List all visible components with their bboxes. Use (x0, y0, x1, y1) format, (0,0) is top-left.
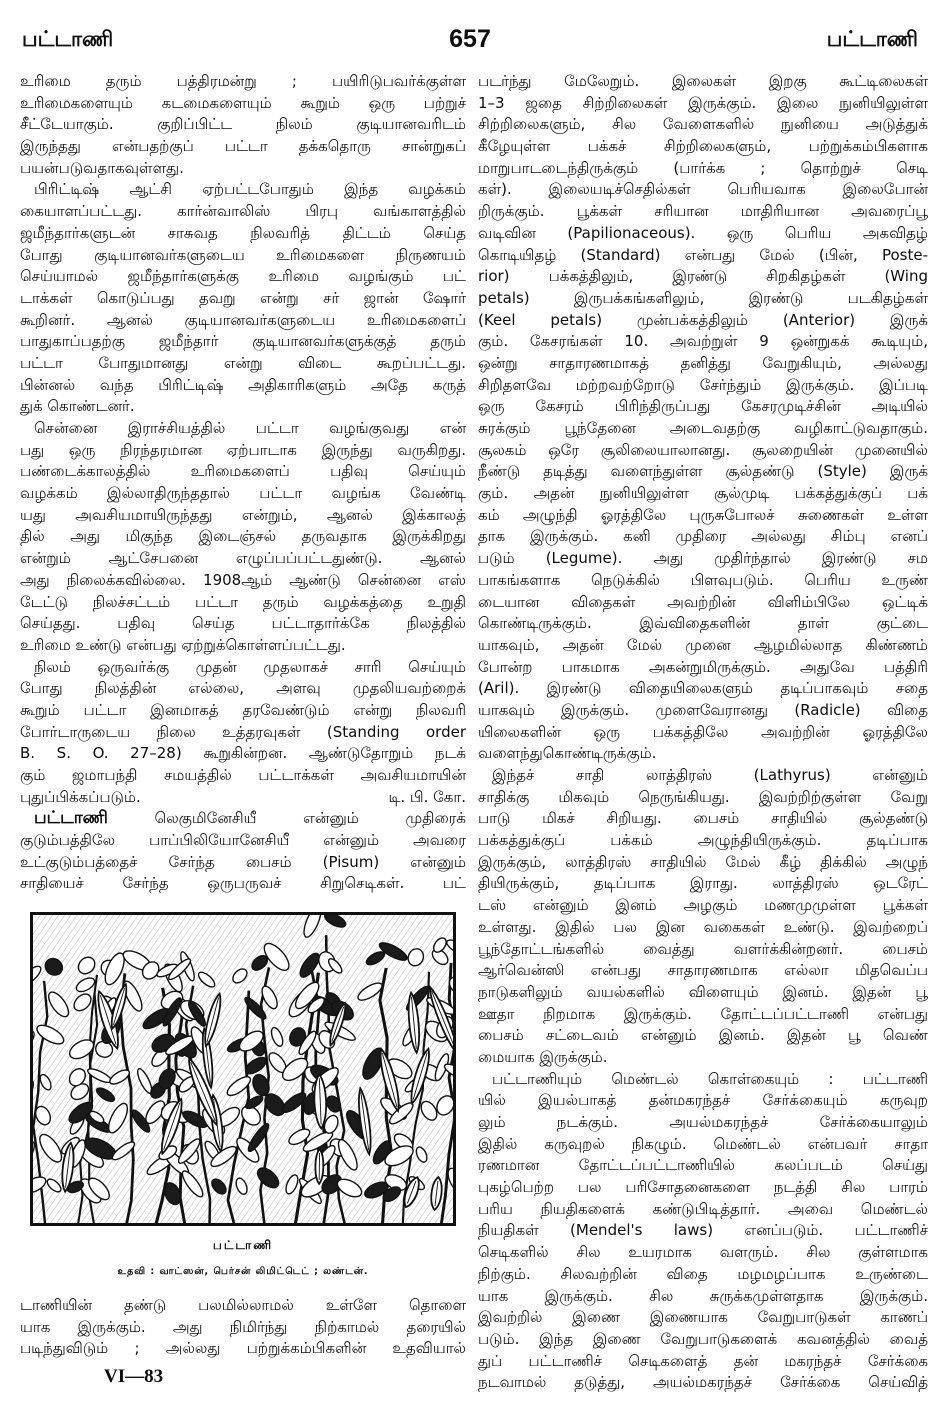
text-line: கும் ஜமாபந்தி சமயத்தில் பட்டாக்கள் அவசியமாயின் (20, 766, 466, 784)
text-line: சிற்றிலைகளும், சில வேளைகளில் நுனியை அடுத்துக் (478, 115, 928, 134)
text-line: புகழ்பெற்ற பல பரிசோதனைகளை நடத்தி சில பாரம் (478, 1178, 928, 1197)
pea-plant-illustration (30, 912, 456, 1226)
text-line: கீழேயுள்ள பக்கச் சிற்றிலைகளும், பற்றுக்கம்பிகளாக (478, 137, 928, 156)
line-text: லெகுமினேசியீ என்னும் முதிரைக் (154, 809, 466, 828)
text-line: பாதுகாப்பதற்கு ஜமீந்தார் குடியானவர்களுக்குத் தரும் (20, 332, 466, 351)
text-line: பூந்தோட்டங்களில் வைத்து வளர்க்கின்றனர். பைசம் (478, 939, 928, 958)
text-line: செடிகளில் சில உயரமாக வளரும். சில குள்ளமாக (478, 1243, 928, 1262)
text-line: சூலகம் ஒரே சூலிலையாலானது. சூலறையின் முனையில் (478, 440, 928, 459)
text-line: டேட்டு நிலச்சட்டம் பட்டா தரும் வழக்கத்தை உறுதி (20, 592, 466, 611)
text-line: யாக இருக்கும். அது நிமிர்ந்து நிற்காமல் தரையில் (20, 1317, 466, 1336)
paragraph (20, 179, 466, 418)
text-line: சிறிதளவே மற்றவற்றோடு சேர்ந்தும் இருக்கும். இப்படி (478, 375, 928, 394)
text-line: உரிமை உண்டு என்பது ஏற்றுக்கொள்ளப்பட்டது. (20, 635, 346, 654)
running-head-left: பட்டாணி (22, 27, 114, 51)
text-line: போர்டாருடைய நிலை உத்தரவுகள் (Standing order (20, 722, 466, 741)
text-line: செய்தது. பதிவு செய்த பட்டாதார்க்கே நிலத்தில் (20, 614, 466, 633)
article-heading: பட்டாணி (34, 808, 108, 829)
plant-drawing (30, 912, 456, 1226)
text-line: உரிமைகளையும் கடமைகளையும் கூறும் ஒரு பற்றுச் (20, 93, 466, 112)
text-line: நிற்கும். சிலவற்றின் விதை மழமழப்பாக உருண்டை (478, 1264, 928, 1283)
signature-mark: VI—83 (104, 1366, 164, 1387)
text-line (20, 808, 466, 830)
text-line: யாகவும், அதன் மேல் முனை ஆழமில்லாத கிண்ணம் (478, 635, 928, 654)
text-line: rior) பக்கத்திலும், இரண்டு சிறகிதழ்கள் (Wing (478, 267, 928, 286)
text-line: யது அவசியமாயிருந்தது என்றும், ஆனல் இக்காலத் (20, 505, 466, 524)
text-line: ஊதா நிறமாக இருக்கும். தோட்டப்பட்டாணி என்பது (478, 1004, 928, 1023)
text-line: கையாளப்பட்டது. கார்ன்வாலிஸ் பிரபு வங்காளத்தில் (20, 202, 466, 221)
text-line: இவற்றில் இணை இணையாக வேறுபாடுகள் காணப் (478, 1308, 928, 1327)
text-line: படர்ந்து மேலேறும். இலைகள் இறகு கூட்டிலைகள் (478, 72, 928, 90)
paragraph (20, 71, 466, 179)
text-line: கொண்டிருக்கும். இவ்விதைகளின் தாள் குட்டை (478, 614, 928, 633)
text-line: ரணமான தோட்டப்பட்டாணியில் கலப்படம் செய்து (478, 1156, 928, 1175)
page-number: 657 (449, 25, 491, 53)
text-line: தாக இருக்கும். கனி முதிரை அல்லது சிம்பு எனப் (478, 527, 928, 546)
text-line: பிரிட்டிஷ் ஆட்சி ஏற்பட்டபோதும் இந்த வழக்கம் (34, 180, 466, 199)
paragraph (20, 418, 466, 657)
text-line: வழக்கம் இல்லாதிருந்ததால் பட்டா வழங்க வேண்டி (20, 484, 466, 503)
text-line: கொடியிதழ் (Standard) என்பது மேல் (பின், Poste- (478, 245, 928, 264)
paragraph (478, 1069, 928, 1394)
text-line: செய்யாமல் ஜமீந்தார்களுக்கு உரிமை வழங்கும் பட் (20, 267, 466, 286)
text-line: நாடுகளிலும் வயல்களில் விளையும் இனம். இதன் பூ (478, 982, 928, 1001)
text-line: ஒன்று சாதாரணமாகத் தனித்து வேறுகியும், அல்லது (478, 353, 928, 372)
text-line: சாதிக்கு மிகவும் நெருங்கியது. இவற்றிற்குள்ள வேறு (478, 787, 928, 806)
text-line: B. S. O. 27–28) கூறுகின்றன. ஆண்டுதோறும் நடக் (20, 744, 466, 763)
text-line: இருந்தது என்பதற்குப் பட்டா தக்கதொரு சான்றுகப் (20, 137, 466, 156)
text-line: பட்டா போதுமானது என்று விடை கூறப்பட்டது. (20, 353, 466, 372)
text-line: போது நிலத்தின் எல்லை, அளவு முதலியவற்றைக் (20, 679, 466, 698)
text-line: டாணியின் தண்டு பலமில்லாமல் உள்ளே தொளை (20, 1296, 466, 1314)
text-line: படும். இந்த இணை வேறுபாடுகளைக் கவனத்தில் வைத் (478, 1329, 928, 1348)
text-line: கூறினர். ஆனல் குடியானவர்களுடைய உரிமைகளைப் (20, 310, 466, 329)
text-line: ஜமீந்தார்களுடன் சாசுவத நிலவரித் திட்டம் செய்த (20, 223, 466, 242)
text-line: மாறுபாடடைந்திருக்கும் (பார்க்க ; தொற்றுச் செடி (478, 158, 928, 177)
text-line: யில் இயல்பாகத் தன்மகரந்தச் சேர்க்கையும் கருவுற (478, 1091, 928, 1110)
text-line: டாக்கள் கொடுப்பது தவறு என்று சர் ஜான் ஷோர் (20, 288, 466, 307)
text-line: சாதியைச் சேர்ந்த ஒருபருவச் சிறுசெடிகள். பட் (20, 874, 466, 893)
text-line: கள்). இலையடிச்செதில்கள் பெரியவாக இலைபோன் (478, 180, 928, 199)
text-line: (Keel petals) முன்பக்கத்திலும் (Anterior) இருக் (478, 310, 928, 329)
text-line (20, 787, 466, 809)
text-line: சுரக்கும் பூந்தேனை அடைவதற்கு வழிகாட்டுவதாகும். (478, 419, 928, 437)
text-line: டஸ் என்னும் இனம் அழகும் மணமுமுள்ள பூக்கள் (478, 896, 928, 915)
text-line: பக்கத்துக்குப் பக்கம் அழுந்தியிருக்கும். தடிப்பாக (478, 831, 928, 850)
text-line: சென்னை இராச்சியத்தில் பட்டா வழங்குவது என் (34, 419, 466, 437)
text-line: துக் கொண்டனர். (20, 397, 135, 416)
text-line: (Aril). இரண்டு விதையிலைகளும் தடிப்பாகவும் சதை (478, 679, 928, 698)
text-line: பைசம் சட்டைவம் என்னும் இனம். இதன் பூ வெண் (478, 1026, 928, 1045)
text-line: நிலம் ஒருவர்க்கு முதன் முதலாகச் சாரி செய்யும் (34, 657, 466, 676)
text-line: பது ஒரு நிரந்தரமான ஏற்பாடாக இருந்து வருகிறது. (20, 440, 466, 459)
text-line: நியதிகள் (Mendel's laws) எனப்படும். பட்டாணிச் (478, 1221, 928, 1240)
running-head-right: பட்டாணி (826, 27, 918, 51)
left-column-continuation (20, 1295, 466, 1360)
text-line: பயன்படுவதாகவுள்ளது. (20, 158, 184, 177)
text-line: றிருக்கும். பூக்கள் சரியான மாதிரியான அவரைப்பூ (478, 202, 928, 221)
text-line: பின்னல் வந்த பிரிட்டிஷ் அதிகாரிகளும் அதே கருத் (20, 375, 466, 394)
text-line: யாகவும் இருக்கும். முளைவேரானது (Radicle) விதை (478, 700, 928, 719)
author-initials: டி. பி. கோ. (388, 787, 466, 806)
text-line: தியிருக்கும், தடிப்பாக இராது. லாத்திரஸ் ஒடரேட் (478, 874, 928, 893)
text-line: பட்டாணியும் மெண்டல் கொள்கையும் : பட்டாணி (492, 1069, 928, 1088)
text-line: பரிய நியதிகளைக் கண்டுபிடித்தார். அவை மெண்டல் (478, 1199, 928, 1218)
text-line: யாக இருக்கும். சில சுருக்கமுள்ளதாக இருக்கும். (478, 1286, 928, 1305)
text-line: ஆர்வென்ஸி என்பது சாதாரணமாக எல்லா மிதவெப்ப (478, 961, 928, 980)
text-line: இதில் கருவுறல் நிகழும். மெண்டல் என்பவர் சாதா (478, 1134, 928, 1153)
text-line: கும். கேசரங்கள் 10. அவற்றுள் 9 ஒன்றுகக் கூடியும், (478, 332, 928, 351)
text-line: உரிமை தரும் பத்திரமன்று ; பயிரிடுபவர்க்குள்ள (20, 72, 466, 90)
text-line: யிலைகளின் ஒரு பக்கத்திலே அவற்றின் ஓரத்திலே (478, 722, 928, 741)
text-line: டையான விதைகள் அவற்றின் விளிம்பிலே ஒட்டிக் (478, 592, 928, 611)
figure-caption: பட்டாணி (212, 1238, 274, 1252)
text-line: வளைந்துகொண்டிருக்கும். (478, 744, 657, 763)
text-line: நடவாமல் தடுத்து, அயல்மகரந்தச் சேர்க்கை செய்வித் (478, 1373, 928, 1392)
figure-credit: உதவி : வாட்ஸன், பெர்சன் லிமிட்டெட் ; லண்டன். (117, 1266, 369, 1277)
text-line: இந்தச் சாதி லாத்திரஸ் (Lathyrus) என்னும் (492, 766, 928, 784)
text-line: பண்டைக்காலத்தில் உரிமைகளைப் பதிவு செய்யும் (20, 462, 466, 481)
right-column (478, 71, 928, 1394)
text-line: படிந்துவிடும் ; அல்லது பற்றுக்கம்பிகளின் உதவியால் (20, 1339, 466, 1358)
text-line: 1–3 ஜதை சிற்றிலைகள் இருக்கும். இலை நுனியிலுள்ள (478, 93, 928, 112)
text-line: தில் அது மிகுந்த இடைஞ்சல் தருவதாக இருக்கிறது (20, 527, 466, 546)
text-line: என்றும் ஆட்சேபனை எழுப்பப்பட்டதுண்டு. ஆனல் (20, 549, 466, 568)
text-line: லும் நடக்கும். அயல்மகரந்தச் சேர்க்கையாலும் (478, 1113, 928, 1131)
left-column (20, 71, 466, 895)
text-line: கும். அதன் நுனியிலுள்ள சூல்முடி பக்கத்துக்குப் பக் (478, 484, 928, 503)
paragraph (478, 765, 928, 1069)
paragraph (20, 808, 466, 895)
text-line: துப் பட்டாணிச் செடிகளைத் தன் மகரந்தச் சேர்க்கை (478, 1351, 928, 1370)
text-line: சீட்டேயாகும். குறிப்பிட்ட நிலம் குடியானவரிடம் (20, 115, 466, 134)
text-line: படும் (Legume). அது முதிர்ந்தால் இரண்டு சம (478, 549, 928, 568)
paragraph (20, 657, 466, 809)
text-line: அது நிலைக்கவில்லை. 1908ஆம் ஆண்டு சென்னை எஸ் (20, 570, 466, 589)
line-text: புதுப்பிக்கப்படும். (20, 787, 141, 806)
text-line: குடும்பத்திலே பாப்பிலியோனேசியீ என்னும் அவரை (20, 831, 466, 850)
text-line: நீண்டு தடித்து வளைந்துள்ள சூல்தண்டு (Style) இருக் (478, 462, 928, 481)
text-line: பாடு மிகச் சிறியது. பைசம் சாதியில் சூல்தண்டு (478, 809, 928, 828)
text-line: உள்ளது. இதில் பல இன வகைகள் உண்டு. இவற்றைப் (478, 917, 928, 936)
text-line: கூறும் பட்டா இனமாகத் தரவேண்டும் என்று நிலவரி (20, 700, 466, 719)
text-line: ஒரு கேசரம் பிரிந்திருப்பது கேசரமுடிச்சின் அடியில் (478, 397, 928, 416)
text-line: பாகங்களாக நெடுக்கில் பிளவுபடும். பெரிய உருண் (478, 570, 928, 589)
text-line: போது குடியானவர்களுடைய உரிமைகளை நிருணயம் (20, 245, 466, 264)
text-line: கம் அழுந்தி ஓரத்திலே புருசுபோலச் சுணைகள் உள்ள (478, 505, 928, 524)
paragraph (478, 71, 928, 765)
text-line: மையாக இருக்கும். (478, 1047, 608, 1066)
text-line: போன்ற பாகமாக அகன்றுமிருக்கும். அதுவே பத்திரி (478, 657, 928, 676)
text-line: வடிவின (Papilionaceous). ஒரு பெரிய அகவிதழ் (478, 223, 928, 242)
text-line: petals) இருபக்கங்களிலும், இரண்டு படகிதழ்கள் (478, 288, 928, 307)
text-line: இருக்கும், லாத்திரஸ் சாதியில் மேல் கீழ் திக்கில் அழுந் (478, 852, 928, 871)
text-line: உட்குடும்பத்தைச் சேர்ந்த பைசம் (Pisum) என்னும் (20, 852, 466, 871)
